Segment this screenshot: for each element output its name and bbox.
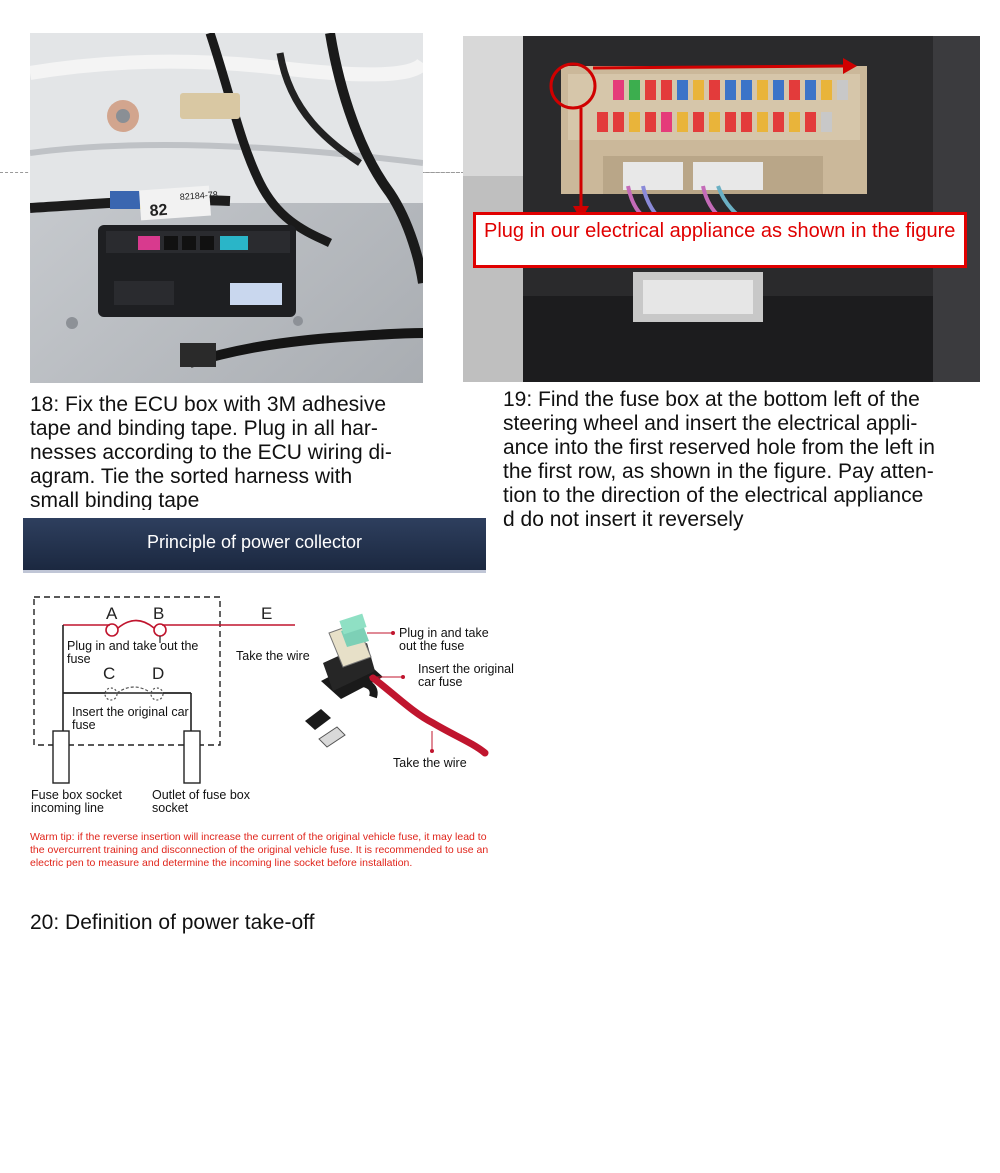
label-outlet-socket: Outlet of fuse box socket	[152, 788, 250, 815]
tag-small-text: 82184-78	[179, 189, 219, 202]
caption-step-18: 18: Fix the ECU box with 3M adhesive tape and binding tape. Plug in all har- nesses according to the ECU wiring di- agram. Tie the sorted harness with small binding tape	[30, 393, 392, 510]
label-a: A	[106, 604, 118, 623]
label-plug-take-out: Plug in and take out the fuse	[67, 639, 199, 666]
ecu-box-photo	[30, 33, 423, 383]
label-insert-original: Insert the original car fuse	[72, 705, 189, 732]
diagram-title: Principle of power collector	[23, 518, 486, 573]
label-take-wire: Take the wire	[236, 649, 310, 663]
caption-step-20: 20: Definition of power take-off	[30, 911, 315, 934]
caption-step-19: 19: Find the fuse box at the bottom left of the steering wheel and insert the electrical appli- ance into the first reserved hole from the left in the first row, as shown in the figure. Pay atten- tion to the direction of the electrical appliance d do not insert it reversely	[503, 388, 935, 531]
label-right-plug: Plug in and take out the fuse	[399, 626, 489, 653]
label-right-insert: Insert the original car fuse	[418, 662, 514, 689]
tag-big-text: 82	[149, 201, 169, 220]
label-incoming-line: Fuse box socket incoming line	[31, 788, 123, 815]
label-right-take-wire: Take the wire	[393, 756, 467, 770]
label-d: D	[152, 664, 165, 683]
warm-tip: Warm tip: if the reverse insertion will increase the current of the original vehicle fuse, it may lead to the overcurrent training and disconnection of the original vehicle fuse. It is recommended to use an electric pen to measure and determine the incoming line socket before installation.	[30, 831, 489, 869]
dashed-separator-mid	[420, 172, 464, 173]
label-b: B	[153, 604, 165, 623]
fuse-callout: Plug in our electrical appliance as shown in the figure	[473, 212, 967, 268]
label-c: C	[103, 664, 116, 683]
fuse-box-photo	[463, 36, 980, 382]
label-e: E	[261, 604, 273, 623]
